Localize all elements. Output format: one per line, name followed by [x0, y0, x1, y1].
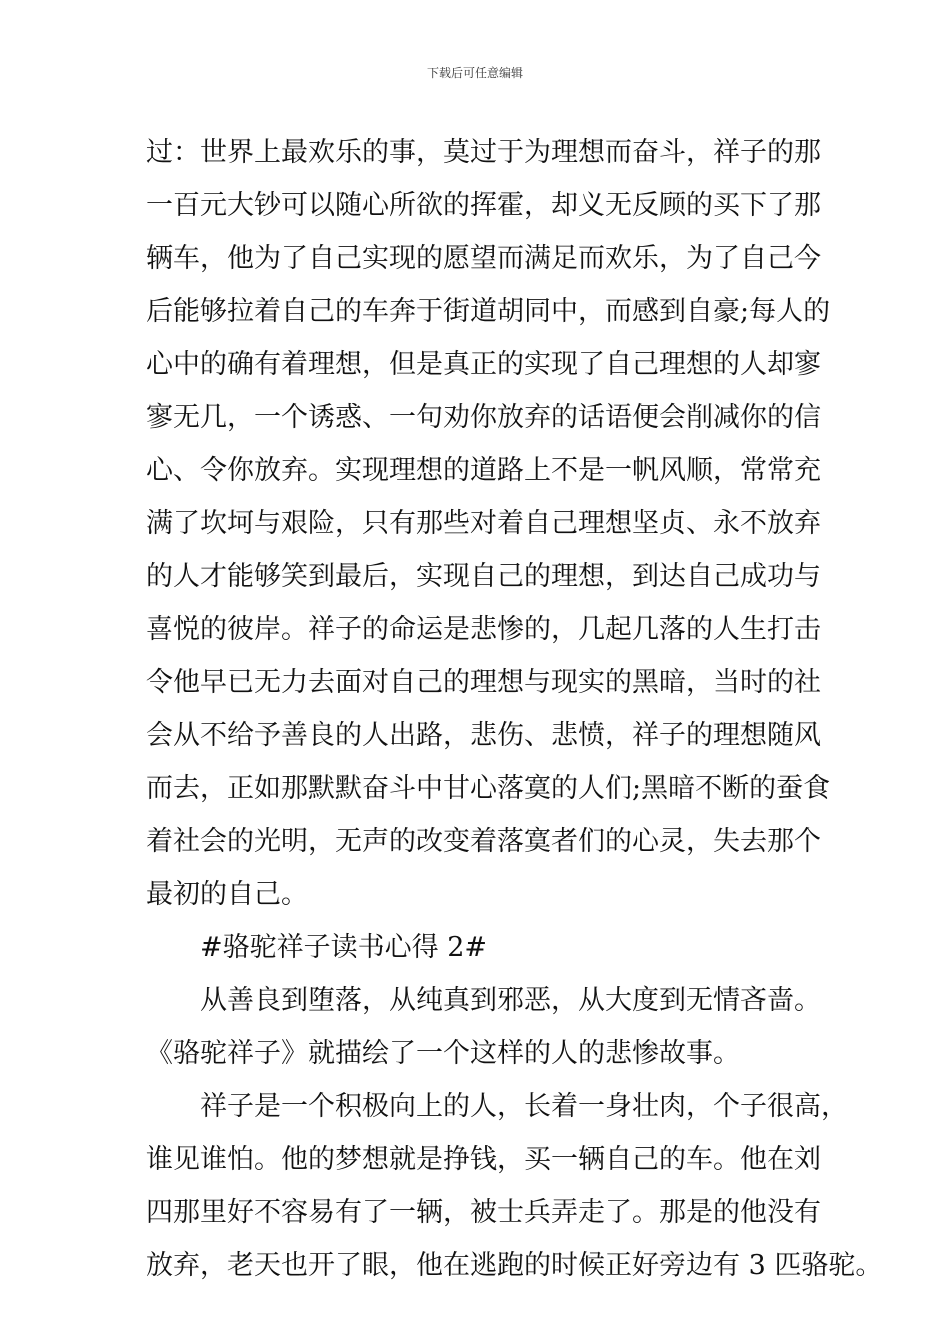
text-line: 的人才能够笑到最后，实现自己的理想，到达自己成功与 [146, 561, 821, 592]
text-line: 而去，正如那默默奋斗中甘心落寞的人们;黑暗不断的蚕食 [146, 773, 831, 804]
document-body [146, 126, 883, 1292]
text-line: 寥无几，一个诱惑、一句劝你放弃的话语便会削减你的信 [146, 402, 821, 433]
text-line: 祥子是一个积极向上的人，长着一身壮肉，个子很高， [200, 1091, 848, 1122]
text-line: 喜悦的彼岸。祥子的命运是悲惨的，几起几落的人生打击 [146, 614, 821, 645]
text-line: 四那里好不容易有了一辆，被士兵弄走了。那是的他没有 [146, 1197, 821, 1228]
text-line: 过：世界上最欢乐的事，莫过于为理想而奋斗，祥子的那 [146, 137, 821, 168]
text-line: 着社会的光明，无声的改变着落寞者们的心灵，失去那个 [146, 826, 821, 857]
text-line: 辆车，他为了自己实现的愿望而满足而欢乐，为了自己今 [146, 243, 821, 274]
text-line: 满了坎坷与艰险，只有那些对着自己理想坚贞、永不放弃 [146, 508, 821, 539]
page-header: 下载后可任意编辑 [426, 66, 523, 80]
text-line: 从善良到堕落，从纯真到邪恶，从大度到无情吝啬。 [200, 985, 821, 1016]
text-line: 后能够拉着自己的车奔于街道胡同中，而感到自豪;每人的 [146, 296, 831, 327]
text-line: 《骆驼祥子》就描绘了一个这样的人的悲惨故事。 [146, 1038, 740, 1069]
text-line: 放弃，老天也开了眼，他在逃跑的时候正好旁边有 3 匹骆驼。 [146, 1250, 883, 1281]
text-line: 一百元大钞可以随心所欲的挥霍，却义无反顾的买下了那 [146, 190, 821, 221]
text-line: 令他早已无力去面对自己的理想与现实的黑暗，当时的社 [146, 667, 821, 698]
text-line: 心、令你放弃。实现理想的道路上不是一帆风顺，常常充 [146, 455, 821, 486]
text-line: 谁见谁怕。他的梦想就是挣钱，买一辆自己的车。他在刘 [146, 1144, 821, 1175]
section-heading: #骆驼祥子读书心得 2# [200, 932, 488, 963]
text-line: 心中的确有着理想，但是真正的实现了自己理想的人却寥 [146, 349, 821, 380]
text-line: 会从不给予善良的人出路，悲伤、悲愤，祥子的理想随风 [146, 720, 821, 751]
text-line: 最初的自己。 [146, 879, 308, 910]
